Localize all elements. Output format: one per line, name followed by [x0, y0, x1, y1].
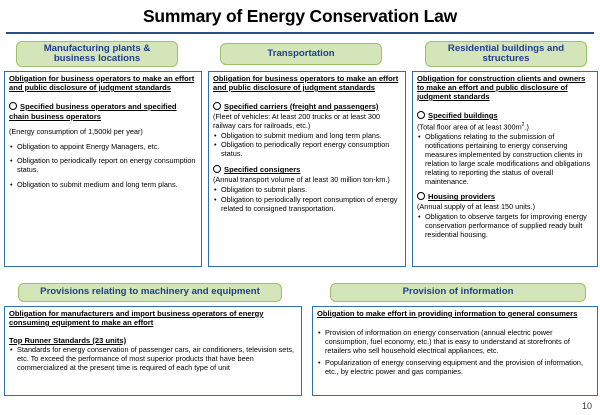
transportation-bullet: • Obligation to submit medium and long term plans. — [213, 132, 401, 141]
machinery-top-runner-label: Top Runner Standards (23 units) — [9, 335, 127, 345]
manufacturing-header: Manufacturing plants & business locations — [16, 41, 178, 67]
machinery-heading: Obligation for manufacturers and import business operators of energy consuming equipment to make an effort — [9, 309, 264, 327]
manufacturing-sub1-label: Specified business operators and specified chain business operators — [9, 101, 177, 121]
circle-bullet-icon — [417, 192, 425, 200]
residential-sub1-detail-sup: 2 — [521, 121, 525, 128]
manufacturing-panel — [4, 71, 202, 267]
residential-housing-providers — [417, 192, 593, 202]
manufacturing-heading: Obligation for business operators to make an effort and public disclosure of judgment standards — [9, 74, 195, 92]
transportation-header: Transportation — [220, 43, 382, 65]
transportation-bullet: • Obligation to periodically report energy consumption status. — [213, 141, 401, 159]
manufacturing-sub1-detail: (Energy consumption of 1,500kl per year) — [9, 126, 143, 136]
information-header: Provision of information — [330, 283, 586, 302]
machinery-panel — [4, 306, 302, 396]
residential-panel — [412, 71, 598, 267]
residential-bullet: • Obligation to observe targets for improving energy conservation performance of supplied ready built residential housing. — [417, 213, 593, 240]
transportation-sub1-label: Specified carriers (freight and passengers) — [224, 101, 379, 111]
information-bullet: • Provision of information on energy conservation (annual electric power consumption, fuel economy, etc.) that is easy to understand at storefronts of retailers who sell household electrical appliances, etc. — [317, 329, 593, 356]
residential-heading: Obligation for construction clients and owners to make an effort and public disclosure of judgment standards — [417, 74, 586, 101]
transportation-specified-carriers — [213, 102, 401, 112]
residential-bullet: • Obligations relating to the submission of notifications pertaining to energy conserving measures implemented by construction clients in relation to large scale modifications and obligations relating to reporting the status of overall maintenance. — [417, 133, 593, 186]
residential-sub2-detail: (Annual supply of at least 150 units.) — [417, 202, 536, 212]
circle-bullet-icon — [213, 165, 221, 173]
machinery-header: Provisions relating to machinery and equipment — [18, 283, 282, 302]
residential-sub1-detail — [417, 122, 593, 132]
transportation-sub2-label: Specified consigners — [224, 165, 301, 175]
residential-specified-buildings — [417, 111, 593, 121]
information-panel — [312, 306, 598, 396]
residential-sub1-detail-prefix: (Total floor area of at least 300m — [417, 122, 522, 132]
transportation-sub2-detail: (Annual transport volume of at least 30 million ton-km.) — [213, 175, 390, 185]
circle-bullet-icon — [213, 102, 221, 110]
circle-bullet-icon — [9, 102, 17, 110]
page-number: 10 — [581, 401, 592, 411]
transportation-panel — [208, 71, 406, 267]
manufacturing-bullet: • Obligation to periodically report on energy consumption status. — [9, 157, 197, 175]
circle-bullet-icon — [417, 111, 425, 119]
residential-sub1-detail-suffix: .) — [524, 122, 529, 132]
transportation-bullet: • Obligation to periodically report consumption of energy related to consigned transportation. — [213, 196, 401, 214]
title-divider — [6, 32, 594, 34]
transportation-bullet: • Obligation to submit plans. — [213, 186, 401, 195]
residential-header: Residential buildings and structures — [425, 41, 587, 67]
residential-sub2-label: Housing providers — [428, 192, 496, 202]
transportation-specified-consigners — [213, 165, 401, 175]
manufacturing-specified-operators — [9, 102, 197, 122]
transportation-sub1-detail: (Fleet of vehicles: At least 200 trucks or at least 300 railway cars for railroads, etc.) — [213, 111, 381, 130]
machinery-bullet: • Standards for energy conservation of passenger cars, air conditioners, television sets, etc. To exceed the performance of most superior products that have been commercialized at the present time is required of each type of unit — [9, 346, 297, 373]
transportation-heading: Obligation for business operators to make an effort and public disclosure of judgment standards — [213, 74, 399, 92]
information-bullet: • Popularization of energy conserving equipment and the provision of information, etc., by electric power and gas companies. — [317, 359, 593, 377]
information-heading: Obligation to make effort in providing information to general consumers — [317, 309, 578, 318]
manufacturing-bullet: • Obligation to appoint Energy Managers, etc. — [9, 143, 197, 152]
page-title: Summary of Energy Conservation Law — [142, 6, 458, 26]
residential-sub1-label: Specified buildings — [428, 110, 498, 120]
manufacturing-bullet: • Obligation to submit medium and long term plans. — [9, 181, 197, 190]
